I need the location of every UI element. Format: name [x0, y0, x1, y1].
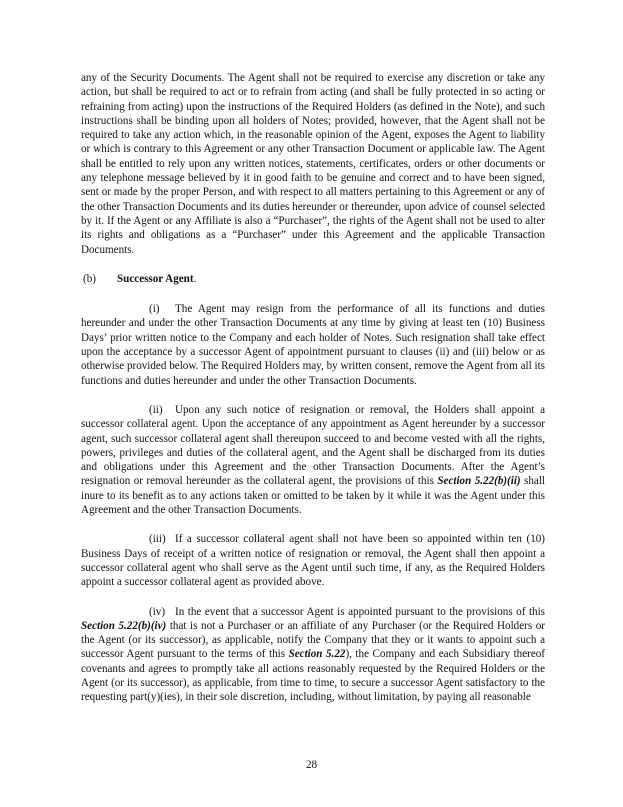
sub-i-number: (i): [149, 303, 160, 316]
sub-iv-text-c: ), the Company and each Subsidiary thereof covenants and agrees to promptly take all actions reasonably requested by the Required Holders or the Agent (or its successor), as applicable, from time to time, to secure a successor Agent satisfactory to the requesting part(y)(ies), in their sole discretion, including, without limitation, by paying all reasonable: [81, 648, 545, 704]
section-b-title: Successor Agent: [117, 272, 194, 285]
document-body: [81, 71, 545, 705]
sub-i-text: The Agent may resign from the performance of all its functions and duties hereunder and under the other Transaction Documents at any time by giving at least ten (10) Business Days’ prior written notice to the Company and each holder of Notes. Such resignation shall take effect upon the acceptance by a successor Agent of appointment pursuant to clauses (ii) and (iii) below or as otherwise provided below. The Required Holders may, by written consent, remove the Agent from all its functions and duties hereunder and under the other Transaction Documents.: [81, 303, 545, 387]
section-b-title-period: .: [193, 272, 197, 285]
section-reference-5-22-b-ii: Section 5.22(b)(ii): [437, 475, 521, 488]
sub-ii-number: (ii): [149, 403, 163, 416]
paragraph-sub-i: [81, 302, 545, 388]
page-number: 28: [305, 759, 318, 771]
section-reference-5-22-b-iv: Section 5.22(b)(iv): [81, 619, 167, 632]
sub-iv-number: (iv): [149, 605, 166, 618]
sub-ii-text-a: Upon any such notice of resignation or removal, the Holders shall appoint a successor collateral agent. Upon the acceptance of any appointment as Agent hereunder by a successor agent, such successor collateral agent shall thereupon succeed to and become vested with all the rights, powers, privileges and duties of the collateral agent, and the Agent shall be discharged from its duties and obligations under this Agreement and the other Transaction Documents. After the Agent’s resignation or removal hereunder as the collateral agent, the provisions of this: [81, 403, 545, 488]
sub-iii-text: If a successor collateral agent shall not have been so appointed within ten (10) Business Days of receipt of a written notice of resignation or removal, the Agent shall then appoint a successor collateral agent who shall serve as the Agent until such time, if any, as the Required Holders appoint a successor collateral agent as provided above.: [81, 533, 545, 589]
section-b-number: (b): [83, 272, 96, 285]
paragraph-sub-iv: [81, 605, 545, 705]
paragraph-sub-ii: [81, 403, 545, 517]
sub-iii-number: (iii): [149, 533, 166, 546]
section-b-heading: [81, 272, 545, 286]
paragraph-sub-iii: [81, 532, 545, 589]
paragraph-intro: any of the Security Documents. The Agent shall not be required to exercise any discretion or take any action, but shall be required to act or to refrain from acting (and shall be fully protected in so acting or refraining from acting) upon the instructions of the Required Holders (as defined in the Note), and such instructions shall be binding upon all holders of Notes; provided, however, that the Agent shall not be required to take any action which, in the reasonable opinion of the Agent, exposes the Agent to liability or which is contrary to this Agreement or any other Transaction Document or applicable law. The Agent shall be entitled to rely upon any written notices, statements, certificates, orders or other documents or any telephone message believed by it in good faith to be genuine and correct and to have been signed, sent or made by the proper Person, and with respect to all matters pertaining to this Agreement or any of the other Transaction Documents and its duties hereunder or thereunder, upon advice of counsel selected by it. If the Agent or any Affiliate is also a “Purchaser”, the rights of the Agent shall not be used to alter its rights and obligations as a “Purchaser” under this Agreement and the applicable Transaction Documents.: [81, 72, 545, 256]
sub-iv-text-a: In the event that a successor Agent is appointed pursuant to the provisions of this: [175, 605, 545, 618]
sub-ii-text-b: shall inure to its benefit as to any actions taken or omitted to be taken by it while it was the Agent under this Agreement and the other Transaction Documents.: [81, 475, 546, 517]
section-reference-5-22: Section 5.22: [288, 648, 346, 661]
sub-iv-text-b: that is not a Purchaser or an affiliate of any Purchaser (or the Required Holders or the Agent (or its successor), as applicable, notify the Company that they or it wants to appoint such a successor Agent pursuant to the terms of this: [81, 619, 545, 661]
